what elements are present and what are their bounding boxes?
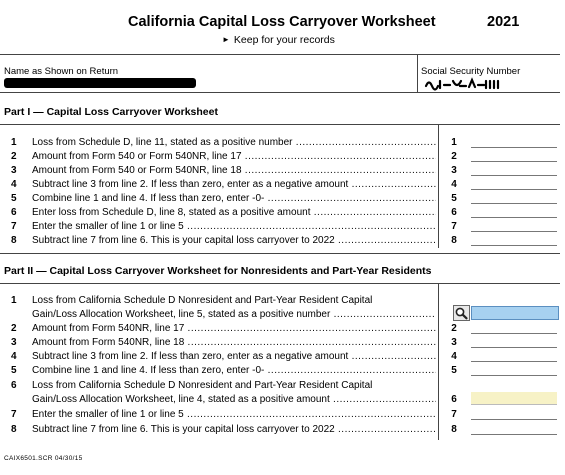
part1-line-6-input[interactable] [471, 205, 557, 218]
part2-line-2-input[interactable] [471, 321, 557, 334]
part2-line-5-input[interactable] [471, 363, 557, 376]
part2-line-3: 3 Amount from Form 540NR, line 18 ..... 3 [0, 336, 565, 350]
name-label: Name as Shown on Return [4, 66, 119, 77]
ssn-label: Social Security Number [421, 66, 521, 77]
part2-divider [0, 283, 560, 284]
part2-line-1b: Gain/Loss Allocation Worksheet, line 5, stated as a positive number ..... [0, 308, 565, 322]
part2-line-7-input[interactable] [471, 407, 557, 420]
part2-line-6b: Gain/Loss Allocation Worksheet, line 4, stated as a positive amount ..... 6 [0, 393, 565, 407]
part1-line-8-input[interactable] [471, 233, 557, 246]
part1-line-1: 1 Loss from Schedule D, line 11, stated as a positive number ..... 1 [0, 136, 565, 150]
part1-line-7: 7 Enter the smaller of line 1 or line 5 ..... 7 [0, 220, 565, 234]
part2-line-5: 5 Combine line 1 and line 4. If less than zero, enter -0- ..... 5 [0, 364, 565, 378]
name-field[interactable] [4, 78, 196, 88]
part2-line-4: 4 Subtract line 3 from line 2. If less than zero, enter as a negative amount ..... 4 [0, 350, 565, 364]
part2-line-1-input[interactable] [471, 306, 559, 320]
part2-line-7: 7 Enter the smaller of line 1 or line 5 ..... 7 [0, 408, 565, 422]
magnifier-icon [454, 306, 469, 320]
part2-title: Part II — Capital Loss Carryover Worksheet for Nonresidents and Part-Year Residents [4, 265, 432, 277]
form-code: CAIX6501.SCR 04/30/15 [4, 455, 83, 462]
header-divider [0, 54, 560, 55]
part1-line-7-input[interactable] [471, 219, 557, 232]
part1-end-divider [0, 253, 560, 254]
part2-line-6-input[interactable] [471, 392, 557, 405]
keep-records-note [222, 34, 335, 46]
tax-year: 2021 [487, 14, 520, 30]
keep-records-text: Keep for your records [233, 34, 335, 46]
part1-line-4-input[interactable] [471, 177, 557, 190]
part2-line-4-input[interactable] [471, 349, 557, 362]
part1-line-5-input[interactable] [471, 191, 557, 204]
magnifier-button[interactable] [453, 305, 470, 321]
part2-line-6a: 6 Loss from California Schedule D Nonresident and Part-Year Resident Capital [11, 380, 373, 391]
part1-line-8: 8 Subtract line 7 from line 6. This is your capital loss carryover to 2022 ..... 8 [0, 234, 565, 248]
part1-line-6: 6 Enter loss from Schedule D, line 8, stated as a positive amount ..... 6 [0, 206, 565, 220]
part1-title: Part I — Capital Loss Carryover Worksheet [4, 106, 218, 118]
part2-line-8-input[interactable] [471, 422, 557, 435]
part1-line-2: 2 Amount from Form 540 or Form 540NR, line 17 ..... 2 [0, 150, 565, 164]
part1-line-5: 5 Combine line 1 and line 4. If less than zero, enter -0- ..... 5 [0, 192, 565, 206]
part2-line-1a: 1 Loss from California Schedule D Nonresident and Part-Year Resident Capital [11, 295, 373, 306]
part1-line-2-input[interactable] [471, 149, 557, 162]
part1-line-3: 3 Amount from Form 540 or Form 540NR, line 18 ..... 3 [0, 164, 565, 178]
part2-line-8: 8 Subtract line 7 from line 6. This is your capital loss carryover to 2022 ..... 8 [0, 423, 565, 437]
triangle-pointer-icon: ► [222, 35, 230, 44]
part1-line-1-input[interactable] [471, 135, 557, 148]
part2-line-3-input[interactable] [471, 335, 557, 348]
name-ssn-divider [417, 54, 418, 92]
part1-line-3-input[interactable] [471, 163, 557, 176]
ssn-field[interactable] [424, 77, 506, 91]
taxpayer-divider [0, 92, 560, 93]
part2-line-2: 2 Amount from Form 540NR, line 17 ..... 2 [0, 322, 565, 336]
part1-line-4: 4 Subtract line 3 from line 2. If less than zero, enter as a negative amount ..... 4 [0, 178, 565, 192]
worksheet-title: California Capital Loss Carryover Worksheet [128, 14, 436, 30]
part1-divider [0, 124, 560, 125]
